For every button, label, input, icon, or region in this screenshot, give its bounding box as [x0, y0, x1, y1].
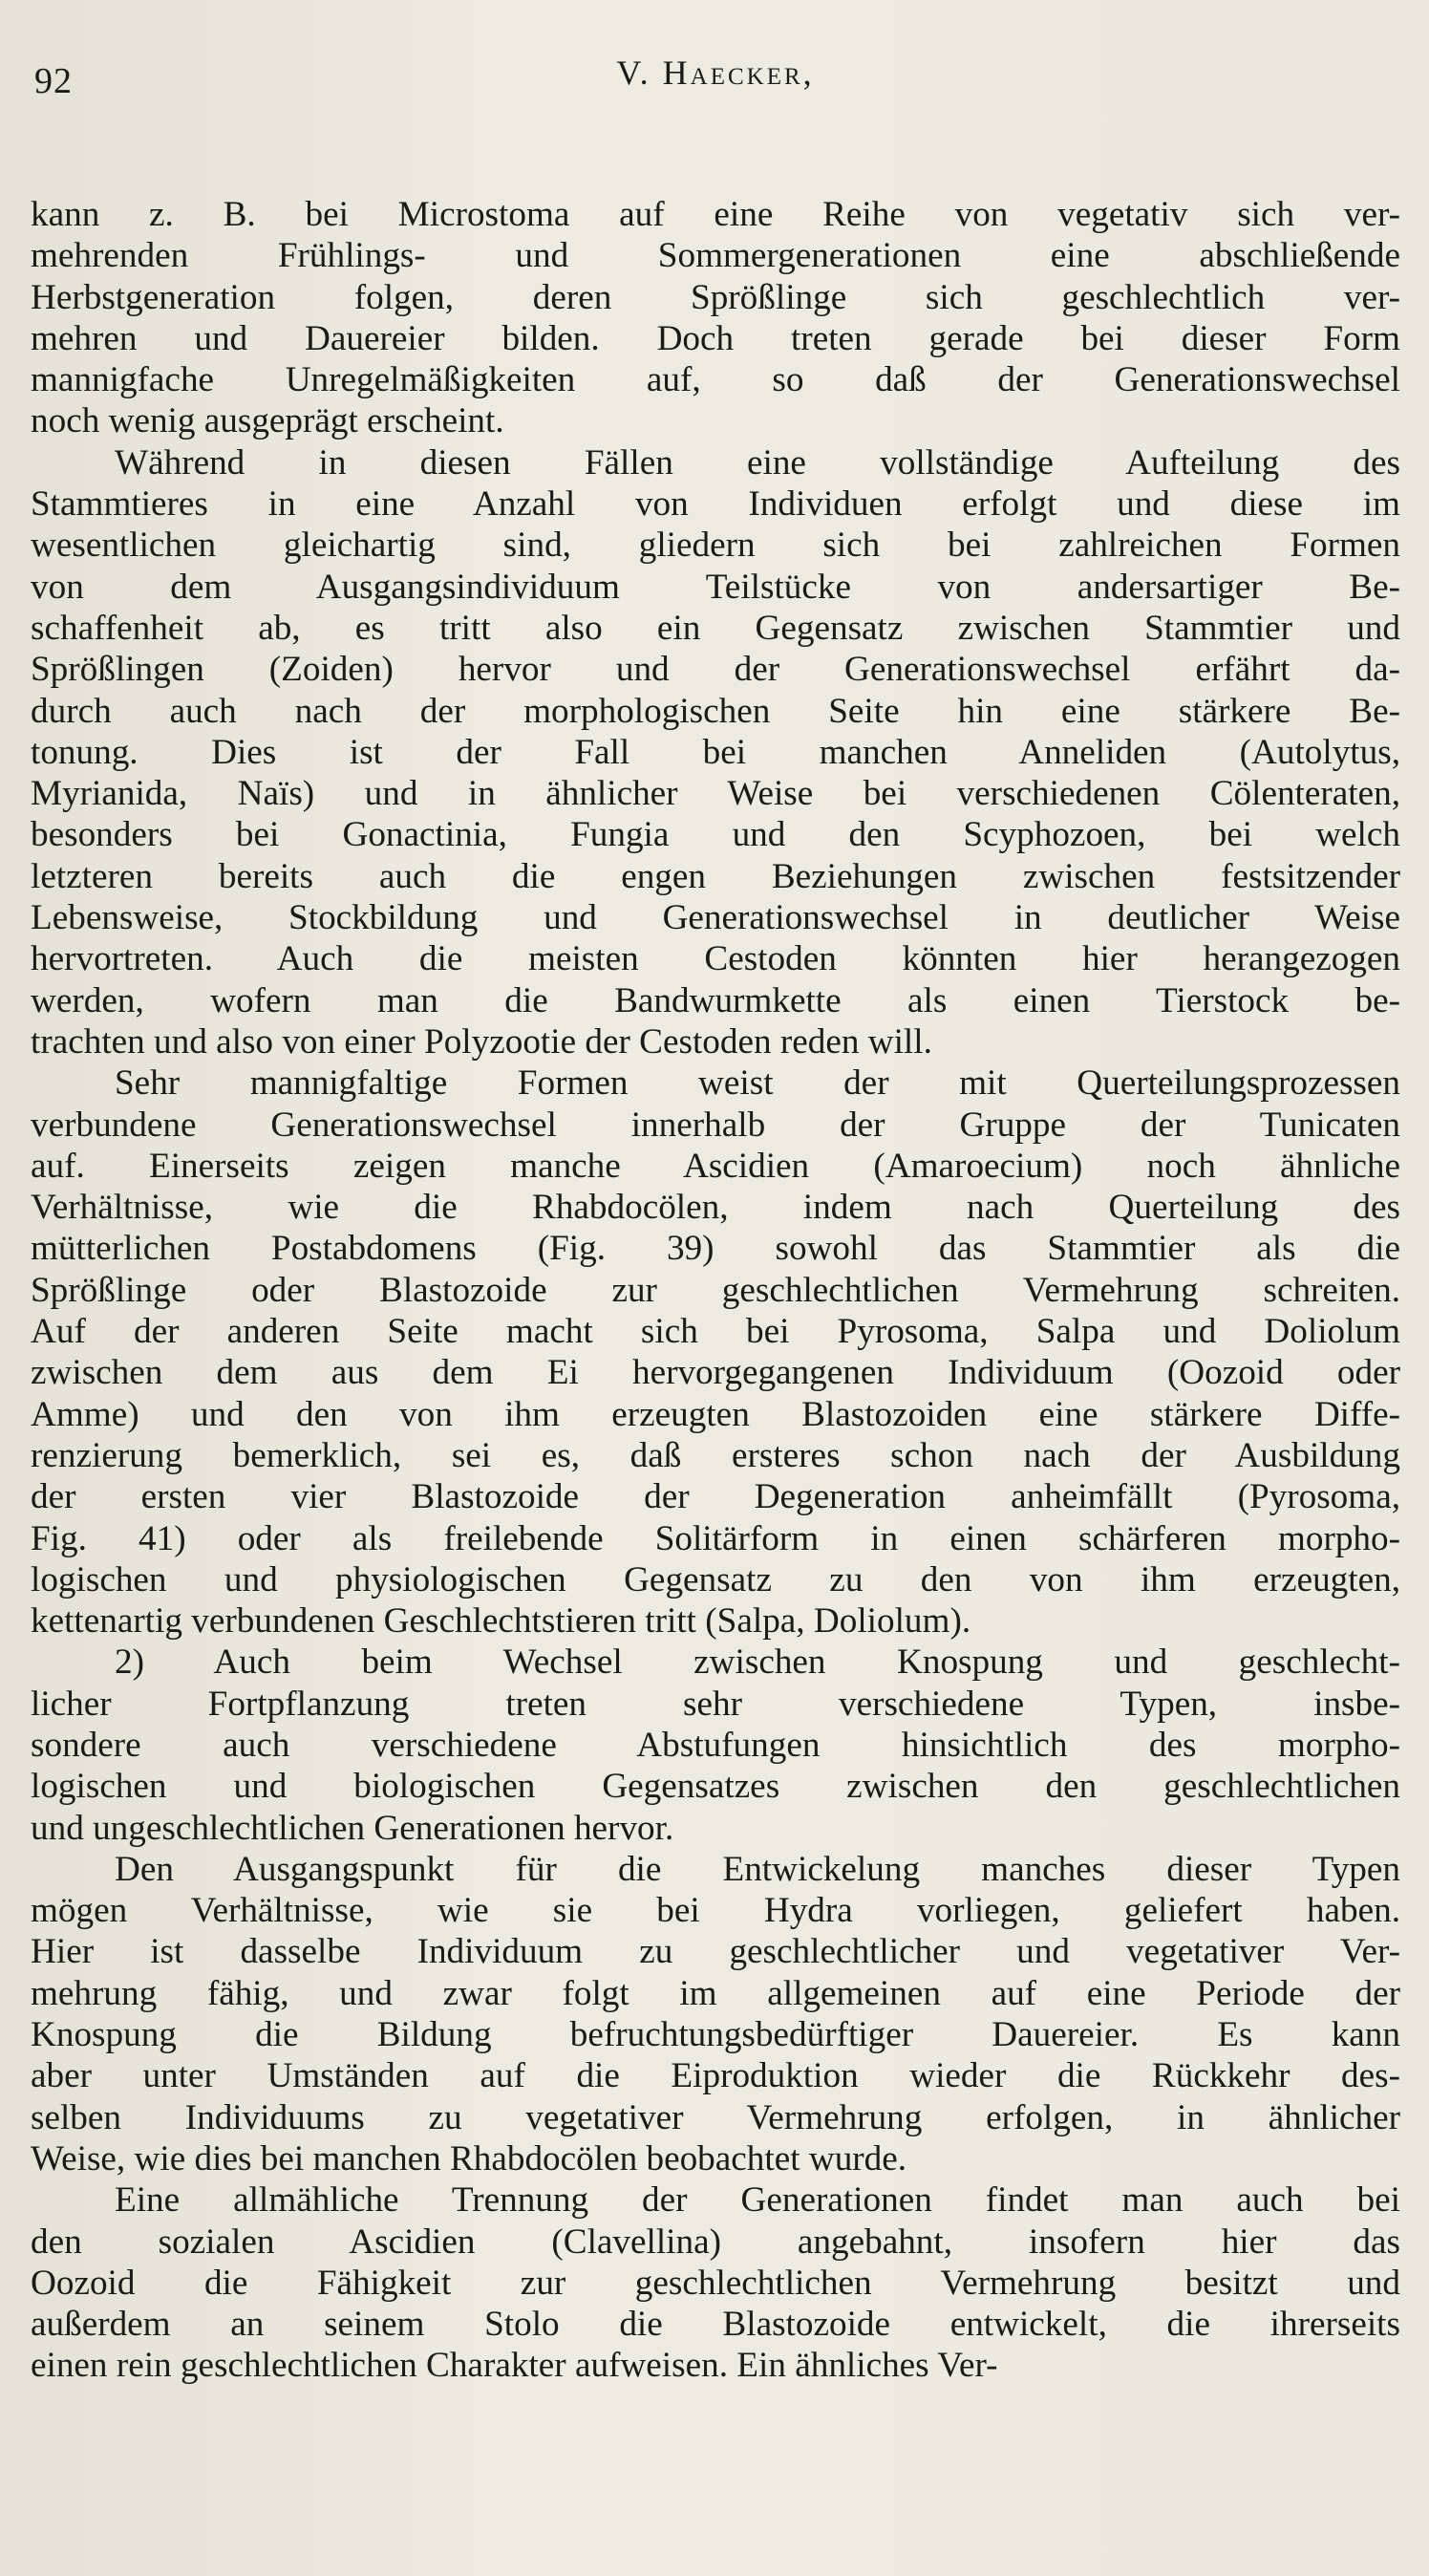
page-header	[31, 53, 1400, 148]
text-line: verbundene Generationswechsel innerhalb der Gruppe der Tunicaten	[31, 1105, 1400, 1145]
text-line: aber unter Umständen auf die Eiproduktion wieder die Rückkehr des-	[31, 2056, 1400, 2096]
text-line: Amme) und den von ihm erzeugten Blastozoiden eine stärkere Diffe-	[31, 1394, 1400, 1434]
text-line: auf. Einerseits zeigen manche Ascidien (Amaroecium) noch ähnliche	[31, 1146, 1400, 1186]
text-line: Eine allmähliche Trennung der Generationen findet man auch bei	[115, 2180, 1400, 2221]
text-line: letzteren bereits auch die engen Beziehungen zwischen festsitzender	[31, 856, 1400, 896]
text-line: Hier ist dasselbe Individuum zu geschlechtlicher und vegetativer Ver-	[31, 1932, 1400, 1972]
text-line: Herbstgeneration folgen, deren Sprößlinge sich geschlechtlich ver-	[31, 277, 1400, 317]
text-line: mehren und Dauereier bilden. Doch treten gerade bei dieser Form	[31, 318, 1400, 358]
text-line: Fig. 41) oder als freilebende Solitärform in einen schärferen morpho-	[31, 1518, 1400, 1558]
text-line: den sozialen Ascidien (Clavellina) angebahnt, insofern hier das	[31, 2222, 1400, 2262]
text-line: selben Individuums zu vegetativer Vermehrung erfolgen, in ähnlicher	[31, 2097, 1400, 2137]
text-line: hervortreten. Auch die meisten Cestoden könnten hier herangezogen	[31, 939, 1400, 979]
text-line: Knospung die Bildung befruchtungsbedürftiger Dauereier. Es kann	[31, 2015, 1400, 2055]
text-line: Lebensweise, Stockbildung und Generationswechsel in deutlicher Weise	[31, 898, 1400, 938]
text-line: besonders bei Gonactinia, Fungia und den Scyphozoen, bei welch	[31, 815, 1400, 855]
text-line: tonung. Dies ist der Fall bei manchen Anneliden (Autolytus,	[31, 732, 1400, 772]
text-line: und ungeschlechtlichen Generationen hervor.	[31, 1808, 674, 1848]
text-line: 2) Auch beim Wechsel zwischen Knospung und geschlecht-	[115, 1642, 1400, 1683]
paragraph	[31, 442, 1400, 1063]
text-line: Stammtieres in eine Anzahl von Individuen erfolgt und diese im	[31, 484, 1400, 525]
text-line: mannigfache Unregelmäßigkeiten auf, so daß der Generationswechsel	[31, 360, 1400, 400]
text-line: wesentlichen gleichartig sind, gliedern sich bei zahlreichen Formen	[31, 526, 1400, 566]
paragraph	[31, 2179, 1400, 2386]
text-line: einen rein geschlechtlichen Charakter aufweisen. Ein ähnliches Ver-	[31, 2346, 998, 2386]
running-head: V. Haecker,	[616, 54, 815, 92]
paragraph	[31, 1063, 1400, 1642]
text-line: logischen und biologischen Gegensatzes zwischen den geschlechtlichen	[31, 1767, 1400, 1807]
text-line: schaffenheit ab, es tritt also ein Gegensatz zwischen Stammtier und	[31, 608, 1400, 648]
text-line: zwischen dem aus dem Ei hervorgegangenen Individuum (Oozoid oder	[31, 1353, 1400, 1393]
text-line: von dem Ausgangsindividuum Teilstücke von andersartiger Be-	[31, 567, 1400, 607]
page-number: 92	[34, 61, 73, 101]
text-line: noch wenig ausgeprägt erscheint.	[31, 401, 504, 441]
text-line: mehrung fähig, und zwar folgt im allgemeinen auf eine Periode der	[31, 1973, 1400, 2013]
text-line: mögen Verhältnisse, wie sie bei Hydra vorliegen, geliefert haben.	[31, 1891, 1400, 1931]
text-line: logischen und physiologischen Gegensatz zu den von ihm erzeugten,	[31, 1559, 1400, 1599]
text-line: kettenartig verbundenen Geschlechtstieren tritt (Salpa, Doliolum).	[31, 1601, 971, 1642]
text-line: Den Ausgangspunkt für die Entwickelung manches dieser Typen	[115, 1849, 1400, 1889]
text-line: kann z. B. bei Microstoma auf eine Reihe von vegetativ sich ver-	[31, 195, 1400, 234]
text-line: außerdem an seinem Stolo die Blastozoide entwickelt, die ihrerseits	[31, 2305, 1400, 2345]
text-line: Verhältnisse, wie die Rhabdocölen, indem nach Querteilung des	[31, 1188, 1400, 1228]
paragraph	[31, 194, 1400, 442]
text-line: Myrianida, Naïs) und in ähnlicher Weise bei verschiedenen Cölenteraten,	[31, 774, 1400, 814]
text-line: Sprößlingen (Zoiden) hervor und der Generationswechsel erfährt da-	[31, 650, 1400, 690]
body-text	[31, 194, 1400, 2387]
text-line: durch auch nach der morphologischen Seite hin eine stärkere Be-	[31, 691, 1400, 731]
text-line: Während in diesen Fällen eine vollständige Aufteilung des	[115, 442, 1400, 483]
text-line: Oozoid die Fähigkeit zur geschlechtlichen Vermehrung besitzt und	[31, 2263, 1400, 2303]
text-line: licher Fortpflanzung treten sehr verschiedene Typen, insbe-	[31, 1684, 1400, 1724]
text-line: sondere auch verschiedene Abstufungen hinsichtlich des morpho-	[31, 1725, 1400, 1765]
text-line: renzierung bemerklich, sei es, daß ersteres schon nach der Ausbildung	[31, 1435, 1400, 1475]
text-line: Weise, wie dies bei manchen Rhabdocölen beobachtet wurde.	[31, 2138, 907, 2179]
text-line: mütterlichen Postabdomens (Fig. 39) sowohl das Stammtier als die	[31, 1229, 1400, 1269]
text-line: trachten und also von einer Polyzootie der Cestoden reden will.	[31, 1021, 932, 1062]
text-line: Sprößlinge oder Blastozoide zur geschlechtlichen Vermehrung schreiten.	[31, 1270, 1400, 1310]
text-line: werden, wofern man die Bandwurmkette als einen Tierstock be-	[31, 980, 1400, 1020]
text-line: mehrenden Frühlings- und Sommergenerationen eine abschließende	[31, 236, 1400, 276]
paragraph	[31, 1849, 1400, 2179]
text-line: der ersten vier Blastozoide der Degeneration anheimfällt (Pyrosoma,	[31, 1477, 1400, 1517]
paragraph	[31, 1642, 1400, 1848]
text-line: Auf der anderen Seite macht sich bei Pyrosoma, Salpa und Doliolum	[31, 1312, 1400, 1352]
text-line: Sehr mannigfaltige Formen weist der mit Querteilungsprozessen	[115, 1063, 1400, 1104]
